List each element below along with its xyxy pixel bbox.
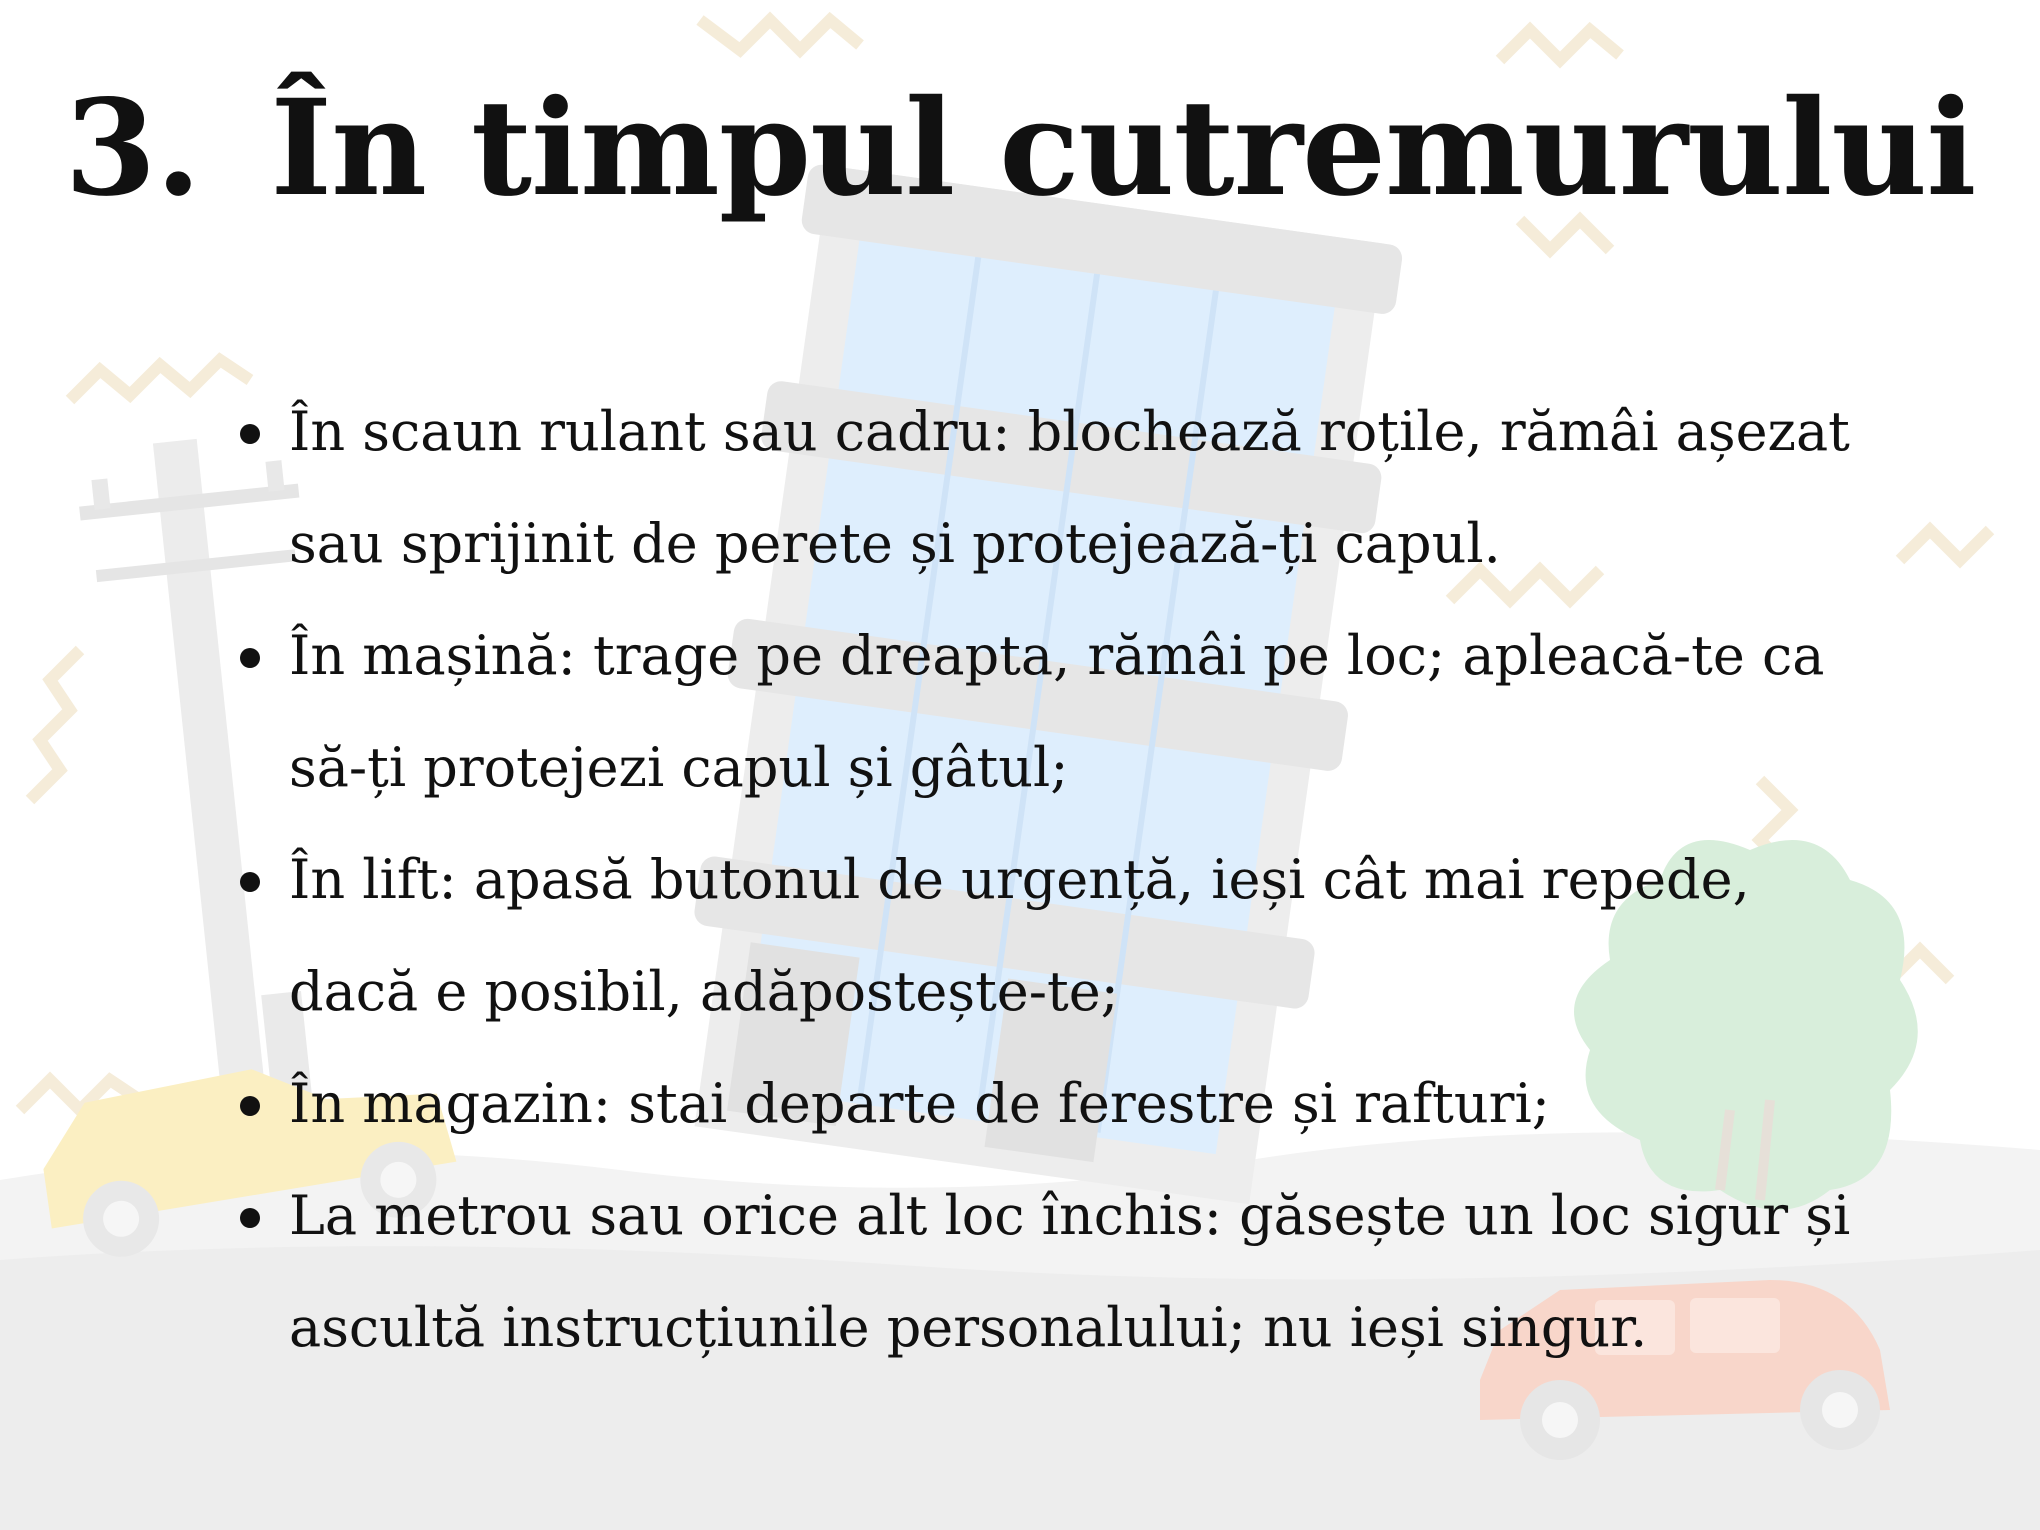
- bullet-item: La metrou sau orice alt loc închis: găsește un loc sigur și ascultă instrucțiunile personalului; nu ieși singur.: [236, 1160, 1896, 1384]
- title-number: 3.: [64, 71, 201, 226]
- bullet-item: În scaun rulant sau cadru: blochează roțile, rămâi așezat sau sprijinit de perete și protejează-ți capul.: [236, 376, 1896, 600]
- bullet-list: [236, 376, 1896, 1384]
- page-title: [0, 70, 2040, 228]
- bullet-item: În lift: apasă butonul de urgență, ieși cât mai repede, dacă e posibil, adăpostește-te;: [236, 824, 1896, 1048]
- title-text: În timpul cutremurului: [270, 71, 1976, 226]
- bullet-item: În magazin: stai departe de ferestre și rafturi;: [236, 1048, 1896, 1160]
- bullet-item: În mașină: trage pe dreapta, rămâi pe loc; apleacă-te ca să-ți protejezi capul și gâtul;: [236, 600, 1896, 824]
